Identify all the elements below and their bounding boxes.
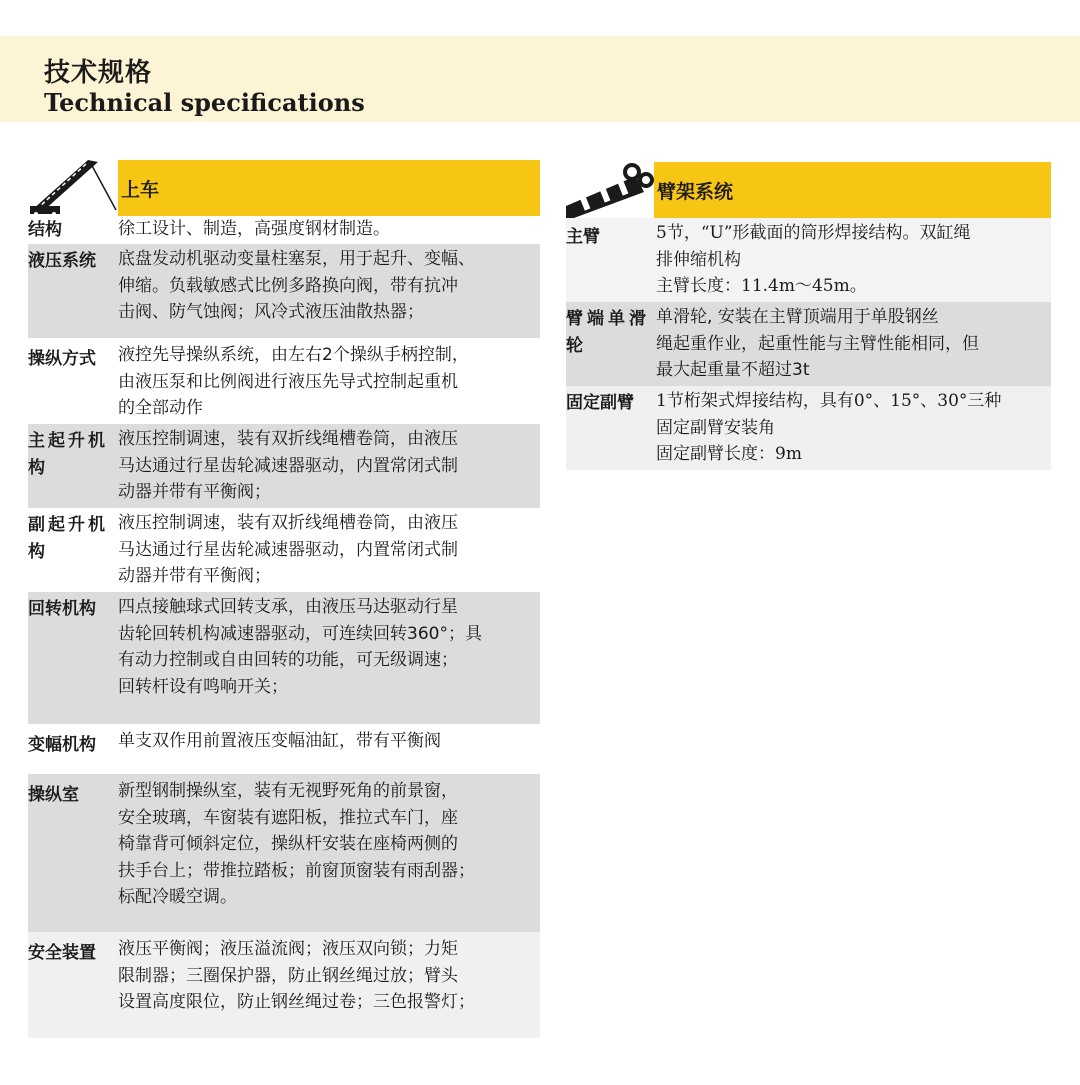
spec-value: 底盘发动机驱动变量柱塞泵，用于起升、变幅、 伸缩。负载敏感式比例多路换向阀，带有抗冲 击阀、防气蚀阀；风冷式液压油散热器； [118, 249, 475, 322]
section-title-bar [654, 162, 1051, 218]
spec-key: 液压系统 [28, 251, 96, 271]
spec-row-structure [28, 216, 540, 244]
upper-structure-panel [28, 160, 540, 1038]
spec-value: 徐工设计、制造，高强度钢材制造。 [118, 219, 390, 239]
spec-key: 操纵方式 [28, 349, 96, 369]
crane-boom-icon [28, 160, 118, 216]
spec-value: 液压平衡阀；液压溢流阀；液压双向锁；力矩 限制器；三圈保护器，防止钢丝绳过放；臂头 设置高度限位，防止钢丝绳过卷；三色报警灯； [118, 939, 475, 1012]
spec-key: 副起升机构 [28, 515, 108, 562]
spec-row-cab [28, 774, 540, 932]
spec-row-safety [28, 932, 540, 1038]
boom-system-panel [566, 162, 1051, 470]
spec-value: 单滑轮, 安装在主臂顶端用于单股钢丝 绳起重作业，起重性能与主臂性能相同，但 最大起重量不超过3t [656, 307, 979, 380]
spec-row-main-boom [566, 218, 1051, 302]
spec-value: 单支双作用前置液压变幅油缸，带有平衡阀 [118, 731, 441, 751]
spec-key: 主臂 [566, 227, 600, 247]
spec-row-hydraulic [28, 244, 540, 338]
spec-value: 液压控制调速，装有双折线绳槽卷筒，由液压 马达通过行星齿轮减速器驱动，内置常闭式制 动器并带有平衡阀； [118, 513, 458, 586]
spec-value: 四点接触球式回转支承，由液压马达驱动行星 齿轮回转机构减速器驱动，可连续回转360°；具 有动力控制或自由回转的功能，可无级调速； 回转杆设有鸣响开关； [118, 597, 482, 697]
spec-row-control [28, 340, 540, 424]
spec-value: 5节，“U”形截面的筒形焊接结构。双缸绳 排伸缩机构 主臂长度：11.4m～45m。 [656, 223, 971, 296]
spec-key: 主起升机构 [28, 431, 108, 478]
spec-row-luffing [28, 724, 540, 774]
spec-value: 液压控制调速，装有双折线绳槽卷筒，由液压 马达通过行星齿轮减速器驱动，内置常闭式制 动器并带有平衡阀； [118, 429, 458, 502]
spec-key: 变幅机构 [28, 735, 96, 755]
page-title-en: Technical specifications [44, 88, 365, 117]
section-title-upper: 上车 [121, 178, 160, 201]
boom-arm-icon [566, 162, 654, 218]
spec-row-fixed-jib [566, 386, 1051, 470]
section-title-bar [118, 160, 540, 216]
spec-row-slewing [28, 592, 540, 724]
section-header-upper [28, 160, 540, 216]
spec-key: 安全装置 [28, 943, 96, 963]
spec-value: 新型钢制操纵室，装有无视野死角的前景窗， 安全玻璃，车窗装有遮阳板，推拉式车门，座 椅靠背可倾斜定位，操纵杆安装在座椅两侧的 扶手台上；带推拉踏板；前窗顶窗装有雨刮器； 标配冷暖空调。 [118, 781, 475, 907]
spec-key: 固定副臂 [566, 393, 634, 413]
spec-key: 臂端单滑轮 [566, 309, 650, 356]
spec-value: 1节桁架式焊接结构，具有0°、15°、30°三种 固定副臂安装角 固定副臂长度：9m [656, 391, 1002, 464]
spec-key: 操纵室 [28, 785, 79, 805]
page-title-cn: 技术规格 [44, 58, 153, 88]
section-header-boom [566, 162, 1051, 218]
spec-value: 液控先导操纵系统，由左右2个操纵手柄控制， 由液压泵和比例阀进行液压先导式控制起重机 的全部动作 [118, 345, 469, 418]
spec-row-single-sheave [566, 302, 1051, 386]
spec-key: 回转机构 [28, 599, 96, 619]
spec-row-aux-hoist [28, 508, 540, 592]
section-title-boom: 臂架系统 [657, 180, 734, 203]
spec-key: 结构 [28, 220, 62, 240]
spec-row-main-hoist [28, 424, 540, 508]
